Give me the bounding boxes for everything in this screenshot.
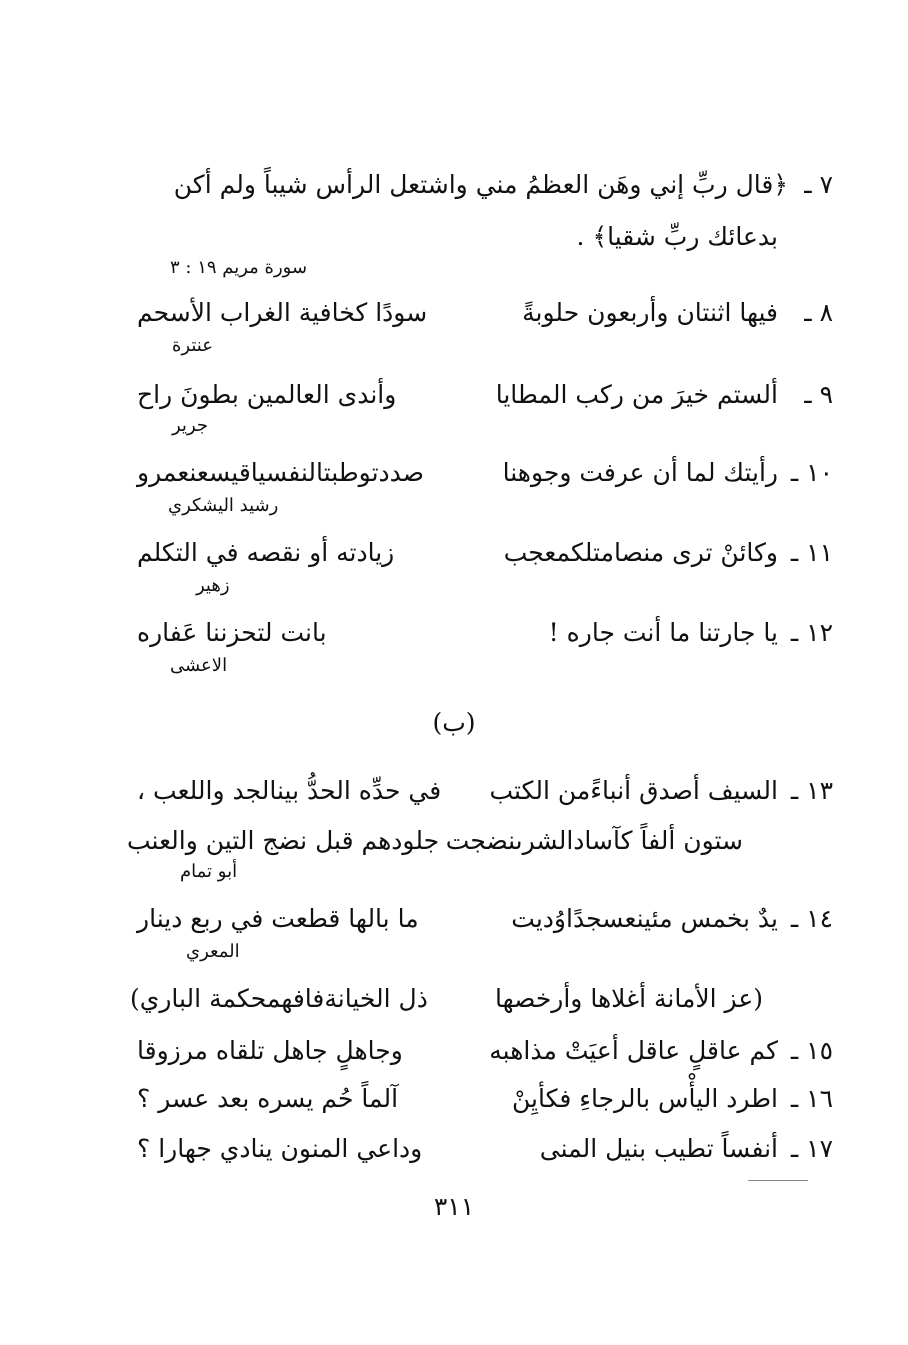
verse-number: ١٧ ـ [790, 1134, 833, 1163]
verse-number: ١٣ ـ [790, 776, 833, 805]
verse-number: ١١ ـ [790, 538, 833, 567]
poet-name: المعري [186, 941, 240, 962]
verse-number: ٧ ـ [804, 170, 833, 199]
poem-hemistich: اطرد اليأْس بالرجاءِ فكأيِنْ [511, 1084, 778, 1113]
verse-number: ١٦ ـ [790, 1084, 833, 1113]
section-heading: (ب) [432, 708, 476, 737]
poem-hemistich: رأيتك لما أن عرفت وجوهنا [502, 458, 778, 487]
poem-hemistich: يا جارتنا ما أنت جاره ! [548, 618, 778, 647]
poem-hemistich: (عز الأمانة أغلاها وأرخصها [495, 984, 763, 1013]
poet-name: زهير [196, 575, 230, 596]
poem-hemistich: ما بالها قطعت في ربع دينار [137, 904, 419, 933]
verse-number: ١٠ ـ [790, 458, 833, 487]
poem-hemistich: سودًا كخافية الغراب الأسحم [137, 298, 428, 327]
poet-name: عنترة [172, 335, 213, 356]
poem-hemistich: صددتوطبتالنفسياقيسعنعمرو [137, 458, 425, 487]
poet-name: رشيد اليشكري [168, 495, 279, 516]
poem-hemistich: وأندى العالمين بطونَ راح [137, 380, 397, 409]
verse-source: سورة مريم ١٩ : ٣ [170, 257, 308, 278]
poem-hemistich: أنفساً تطيب بنيل المنى [539, 1134, 778, 1163]
verse-number: ١٢ ـ [790, 618, 833, 647]
quran-verse-line: بدعائك ربِّ شقيا﴾ . [576, 222, 778, 251]
poem-hemistich: ألستم خيرَ من ركب المطايا [495, 380, 778, 409]
poet-name: جرير [172, 415, 208, 436]
poem-hemistich: السيف أصدق أنباءًمن الكتب [489, 776, 778, 805]
poem-hemistich: زيادته أو نقصه في التكلم [137, 538, 395, 567]
verse-number: ١٤ ـ [790, 904, 833, 933]
poem-hemistich: آلماً حُم يسره بعد عسر ؟ [137, 1084, 399, 1113]
poem-hemistich: وكائنْ ترى منصامتلكمعجب [503, 538, 778, 567]
poem-hemistich: ستون ألفاً كآسادالشرىنضجت [445, 826, 743, 855]
verse-number: ٩ ـ [804, 380, 833, 409]
poem-hemistich: جلودهم قبل نضج التين والعنب [127, 826, 440, 855]
poem-hemistich: يدٌ بخمس مئينعسجدًاوُديت [511, 904, 778, 933]
scan-mark [748, 1180, 808, 1181]
poet-name: أبو تمام [180, 861, 238, 882]
poem-hemistich: وداعي المنون ينادي جهارا ؟ [137, 1134, 423, 1163]
poem-hemistich: ذل الخيانةفافهمحكمة الباري) [130, 984, 428, 1013]
quran-verse-line: ﴿قال ربِّ إني وهَن العظمُ مني واشتعل الرأس شيباً ولم أكن [173, 170, 788, 199]
poem-hemistich: بانت لتحزننا عَفاره [137, 618, 327, 647]
verse-number: ١٥ ـ [790, 1036, 833, 1065]
poem-hemistich: في حدِّه الحدُّ بينالجد واللعب ، [137, 776, 442, 805]
verse-number: ٨ ـ [804, 298, 833, 327]
page-number: ٣١١ [433, 1192, 475, 1221]
poem-hemistich: فيها اثنتان وأربعون حلوبةً [522, 298, 778, 327]
poem-hemistich: وجاهلٍ جاهل تلقاه مرزوقا [137, 1036, 403, 1065]
poem-hemistich: كم عاقلٍ عاقل أعيَتْ مذاهبه [489, 1036, 778, 1065]
poet-name: الاعشى [170, 655, 228, 676]
